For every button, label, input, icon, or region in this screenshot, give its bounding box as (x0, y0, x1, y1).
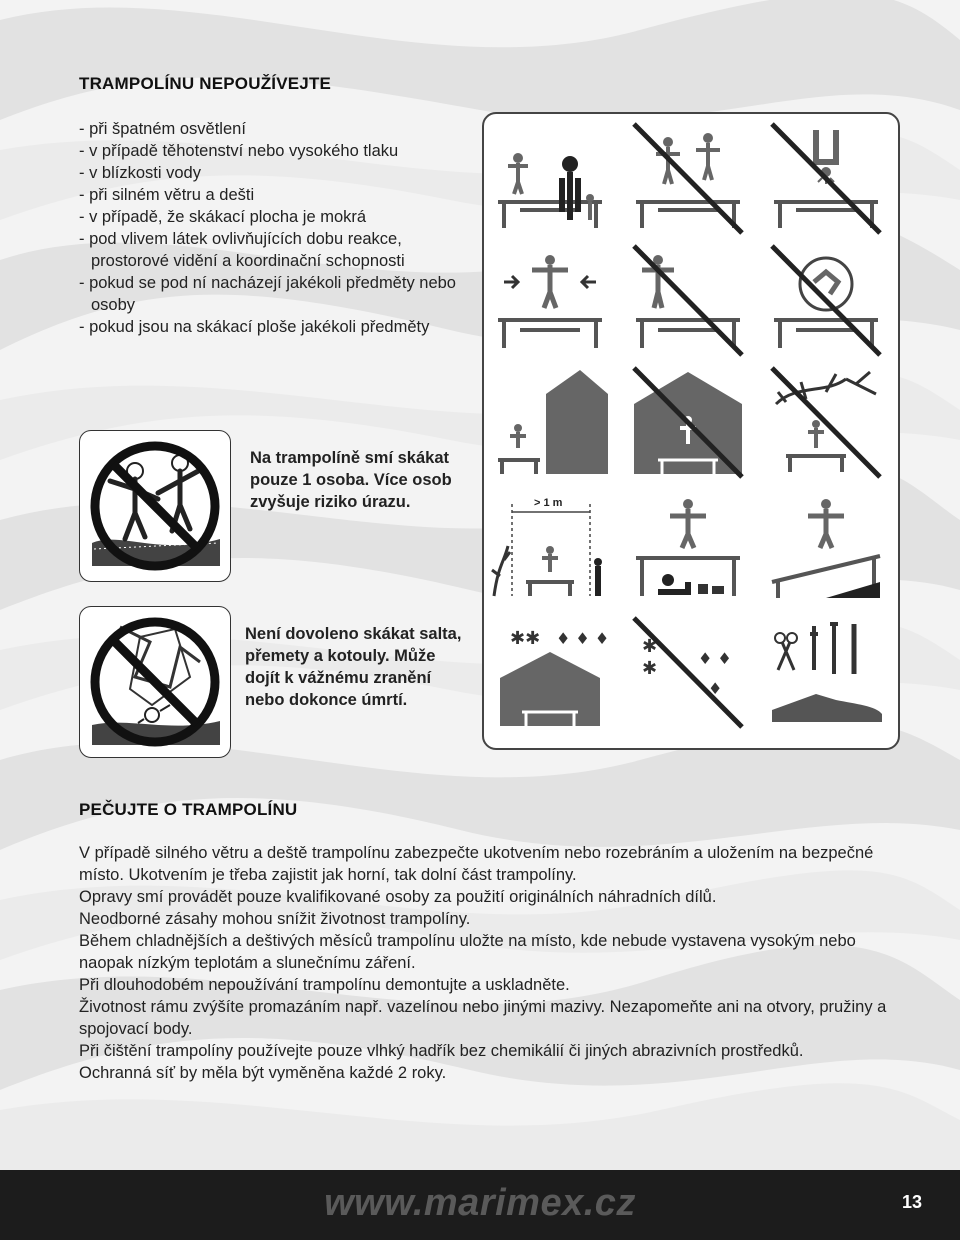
page-footer (0, 1170, 960, 1240)
svg-text:♦ ♦ ♦: ♦ ♦ ♦ (556, 629, 610, 648)
safety-pictogram-grid (482, 112, 900, 750)
care-instructions (79, 842, 909, 1084)
page-number: 13 (901, 1192, 922, 1212)
care-paragraph: Při čištění trampolíny používejte pouze vlhký hadřík bez chemikálií či jiných abrazivních prostředků. (79, 1042, 804, 1060)
distance-from-obstacles-icon (490, 486, 610, 603)
svg-text:✱: ✱ (642, 636, 658, 657)
list-item: - v případě těhotenství nebo vysokého tlaku (79, 142, 399, 160)
svg-text:♦: ♦ (708, 679, 723, 698)
care-paragraph: Během chladnějších a deštivých měsíců trampolínu uložte na místo, kde nebude vystavena vysokým nebo naopak nízkým teplotám a slunečnímu záření. (79, 932, 856, 972)
no-objects-under-icon (628, 486, 748, 603)
list-item: - při špatném osvětlení (79, 120, 246, 138)
no-somersault-icon (766, 242, 886, 359)
care-paragraph: Opravy smí provádět pouze kvalifikované osoby za použití originálních náhradních dílů. (79, 888, 717, 906)
website-link[interactable]: www.marimex.cz (324, 1182, 636, 1224)
care-paragraph: V případě silného větru a deště trampolínu zabezpečte ukotvením nebo rozebráním a uložením na bezpečné místo. Ukotvením je třeba zajistit jak horní, tak dolní část trampolíny. (79, 844, 874, 884)
no-sharp-objects-shoes-icon (766, 614, 886, 731)
centered-jumping-icon (490, 242, 610, 359)
distance-label: > 1 m (534, 497, 563, 509)
care-paragraph: Při dlouhodobém nepoužívání trampolínu demontujte a uskladněte. (79, 976, 570, 994)
warning-text-no-somersaults: Není dovoleno skákat salta, přemety a kotouly. Může dojít k vážnému zranění nebo dokonce úmrtí. (245, 625, 462, 709)
list-item: - při silném větru a dešti (79, 186, 255, 204)
list-item: - v blízkosti vody (79, 164, 201, 182)
care-paragraph: Neodborné zásahy mohou snížit životnost trampolíny. (79, 910, 471, 928)
no-bad-weather-icon (628, 614, 748, 731)
svg-text:♦ ♦: ♦ ♦ (698, 649, 732, 668)
list-item: - v případě, že skákací plocha je mokrá (79, 208, 367, 226)
no-two-jumpers-icon (628, 120, 748, 237)
no-landing-on-frame-icon (766, 120, 886, 237)
list-item: - pokud se pod ní nacházejí jakékoli předměty nebo osoby (79, 274, 456, 314)
warning-text-one-jumper: Na trampolíně smí skákat pouze 1 osoba. Více osob zvyšuje riziko úrazu. (250, 449, 452, 511)
care-paragraph: Životnost rámu zvýšíte promazáním např. vazelínou nebo jinými mazivy. Nezapomeňte ani na otvory, pružiny a spojovací body. (79, 998, 887, 1038)
do-not-use-list (79, 118, 479, 338)
section-title-do-not-use: TRAMPOLÍNU NEPOUŽÍVEJTE (79, 74, 332, 93)
level-ground-icon (766, 486, 886, 603)
no-winter-weather-icon (490, 614, 610, 731)
svg-text:✱: ✱ (642, 658, 658, 679)
house-clearance-icon (490, 364, 610, 481)
single-jumper-supervised-icon (490, 120, 610, 237)
no-multiple-jumpers-icon (79, 430, 231, 582)
no-somersault-icon (79, 606, 231, 758)
section-title-care: PEČUJTE O TRAMPOLÍNU (79, 800, 298, 819)
svg-text:✱✱: ✱✱ (510, 628, 541, 649)
no-under-tree-icon (766, 364, 886, 481)
no-off-center-jumping-icon (628, 242, 748, 359)
care-paragraph: Ochranná síť by měla být vyměněna každé 2 roky. (79, 1064, 447, 1082)
no-low-ceiling-icon (628, 364, 748, 481)
list-item: - pokud jsou na skákací ploše jakékoli předměty (79, 318, 430, 336)
list-item: - pod vlivem látek ovlivňujících dobu reakce, prostorové vidění a koordinační schopnosti (79, 230, 405, 270)
